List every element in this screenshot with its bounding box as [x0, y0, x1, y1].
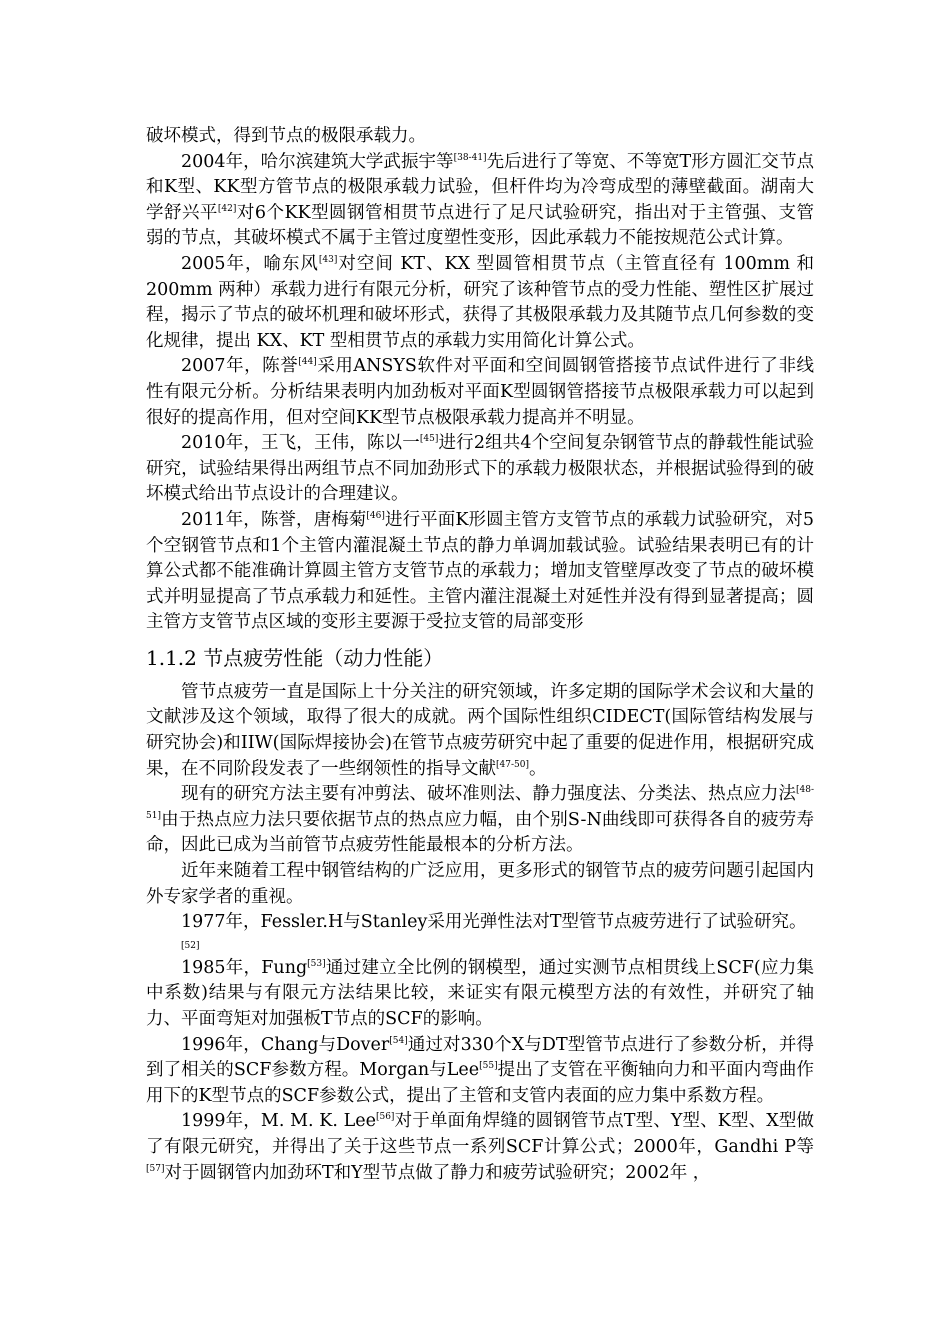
paragraph-text: 通过建立全比例的钢模型，通过实测节点相贯线上SCF(应力集中系数)结果与有限元方法结果比较，来证实有限元模型方法的有效性，并研究了轴力、平面弯矩对加强板T节点的SCF的影响。: [146, 957, 814, 1029]
paragraph-text: 1996年，Chang与Dover: [181, 1034, 390, 1055]
after-paragraph: [146, 1033, 814, 1110]
after-paragraph: [146, 680, 814, 782]
paragraph-text: 进行平面K形圆主管方支管节点的承载力试验研究，对5个空钢管节点和1个主管内灌混凝土节点的静力单调加载试验。试验结果表明已有的计算公式都不能准确计算圆主管方支管节点的承载力；增加支管壁厚改变了节点的破坏模式并明显提高了节点承载力和延性。主管内灌注混凝土对延性并没有得到显著提高；圆主管方支管节点区域的变形主要源于受拉支管的局部变形: [146, 509, 814, 633]
citation-ref: [44]: [298, 357, 317, 368]
before-paragraph: [146, 252, 814, 354]
before-paragraph: [146, 508, 814, 636]
citation-ref: [54]: [389, 1035, 408, 1046]
paragraph-text: 对6个KK型圆钢管相贯节点进行了足尺试验研究，指出对于主管强、支管弱的节点，其破坏模式不属于主管过度塑性变形，因此承载力不能按规范公式计算。: [146, 202, 815, 249]
citation-ref: [46]: [366, 510, 385, 521]
paragraph-text: 由于热点应力法只要依据节点的热点应力幅，由个别S-N曲线即可获得各自的疲劳寿命，因此已成为当前管节点疲劳性能最根本的分析方法。: [146, 809, 814, 856]
citation-ref: [43]: [318, 254, 338, 265]
paragraph-text: 2011年，陈誉，唐梅菊: [181, 509, 367, 530]
citation-ref: [56]: [375, 1112, 395, 1123]
paragraph-text: 1977年，Fessler.H与Stanley采用光弹性法对T型管节点疲劳进行了试验研究。: [181, 912, 807, 933]
paragraph-text: 1999年，M. M. K. Lee: [181, 1111, 376, 1132]
paragraph-text: 破坏模式，得到节点的极限承载力。: [146, 126, 426, 146]
paragraph-text: 近年来随着工程中钢管结构的广泛应用，更多形式的钢管节点的疲劳问题引起国内外专家学者的重视。: [146, 861, 814, 907]
section-1-1-2-body: [146, 680, 814, 1186]
paragraph-text: 提出了支管在平衡轴向力和平面内弯曲作用下的K型节点的SCF参数公式，提出了主管和支管内表面的应力集中系数方程。: [146, 1060, 814, 1106]
citation-ref: [45]: [419, 434, 439, 445]
after-paragraph: [146, 1109, 814, 1186]
citation-ref: [42]: [217, 203, 237, 214]
before-paragraph: [146, 150, 814, 252]
paragraph-text: 先后进行了等宽、不等宽T形方圆汇交节点和K型、KK型方管节点的极限承载力试验，但杆件均为冷弯成型的薄壁截面。湖南大学舒兴平: [146, 151, 814, 223]
section-1-1-1-continued: [146, 124, 814, 636]
paragraph-text: 1985年，Fung: [181, 957, 308, 978]
citation-ref: [53]: [307, 958, 326, 969]
after-paragraph: [146, 859, 814, 910]
paragraph-text: 2004年，哈尔滨建筑大学武振宇等: [181, 151, 454, 172]
paragraph-text: 2007年，陈誉: [181, 356, 299, 377]
paragraph-text: 进行2组共4个空间复杂钢管节点的静载性能试验研究，试验结果得出两组节点不同加劲形式下的承载力极限状态，并根据试验得到的破坏模式给出节点设计的合理建议。: [146, 433, 814, 505]
paragraph-text: 对于圆钢管内加劲环T和Y型节点做了静力和疲劳试验研究；2002年 ，: [164, 1162, 711, 1183]
body-text: [146, 124, 814, 1186]
citation-ref: [47-50]: [496, 759, 529, 770]
citation-ref: [52]: [181, 940, 200, 951]
paragraph-text: 。: [528, 758, 547, 779]
paragraph-text: 管节点疲劳一直是国际上十分关注的研究领域，许多定期的国际学术会议和大量的文献涉及这个领域，取得了很大的成就。两个国际性组织CIDECT(国际管结构发展与研究协会)和IIW(国际焊接协会)在管节点疲劳研究中起了重要的促进作用，根据研究成果，在不同阶段发表了一些纲领性的指导文献: [146, 681, 814, 779]
paragraph-text: 2010年，王飞，王伟，陈以一: [181, 433, 420, 454]
paragraph-text: 现有的研究方法主要有冲剪法、破坏准则法、静力强度法、分类法、热点应力法: [181, 784, 796, 805]
after-paragraph: [146, 956, 814, 1033]
before-paragraph: [146, 431, 814, 508]
citation-ref: [55]: [479, 1061, 498, 1072]
after-paragraph: [146, 910, 814, 956]
section-heading: 1.1.2 节点疲劳性能（动力性能）: [146, 645, 444, 670]
after-paragraph: [146, 782, 814, 859]
citation-ref: [38-41]: [453, 152, 487, 163]
before-paragraph: [146, 354, 814, 431]
paragraph-text: 2005年，喻东风: [181, 253, 319, 274]
before-paragraph: [146, 124, 814, 150]
paragraph-text: 通过对330个X与DT型管节点进行了参数分析，并得到了相关的SCF参数方程。Morgan与Lee: [146, 1034, 815, 1081]
paragraph-text: 对于单面角焊缝的圆钢管节点T型、Y型、K型、X型做了有限元研究，并得出了关于这些节点一系列SCF计算公式；2000年，Gandhi P等: [146, 1111, 814, 1157]
paragraph-text: 采用ANSYS软件对平面和空间圆钢管搭接节点试件进行了非线性有限元分析。分析结果表明内加劲板对平面K型圆钢管搭接节点极限承载力可以起到很好的提高作用，但对空间KK型节点极限承载力提高并不明显。: [146, 356, 814, 428]
citation-ref: [48-51]: [146, 785, 814, 821]
paragraph-text: 对空间 KT、KX 型圆管相贯节点（主管直径有 100mm 和 200mm 两种）承载力进行有限元分析，研究了该种管节点的受力性能、塑性区扩展过程，揭示了节点的破坏机理和破坏形式，获得了其极限承载力及其随节点几何参数的变化规律，提出 KX、KT 型相贯节点的承载力实用简化计算公式。: [146, 253, 814, 351]
citation-ref: [57]: [146, 1163, 165, 1174]
